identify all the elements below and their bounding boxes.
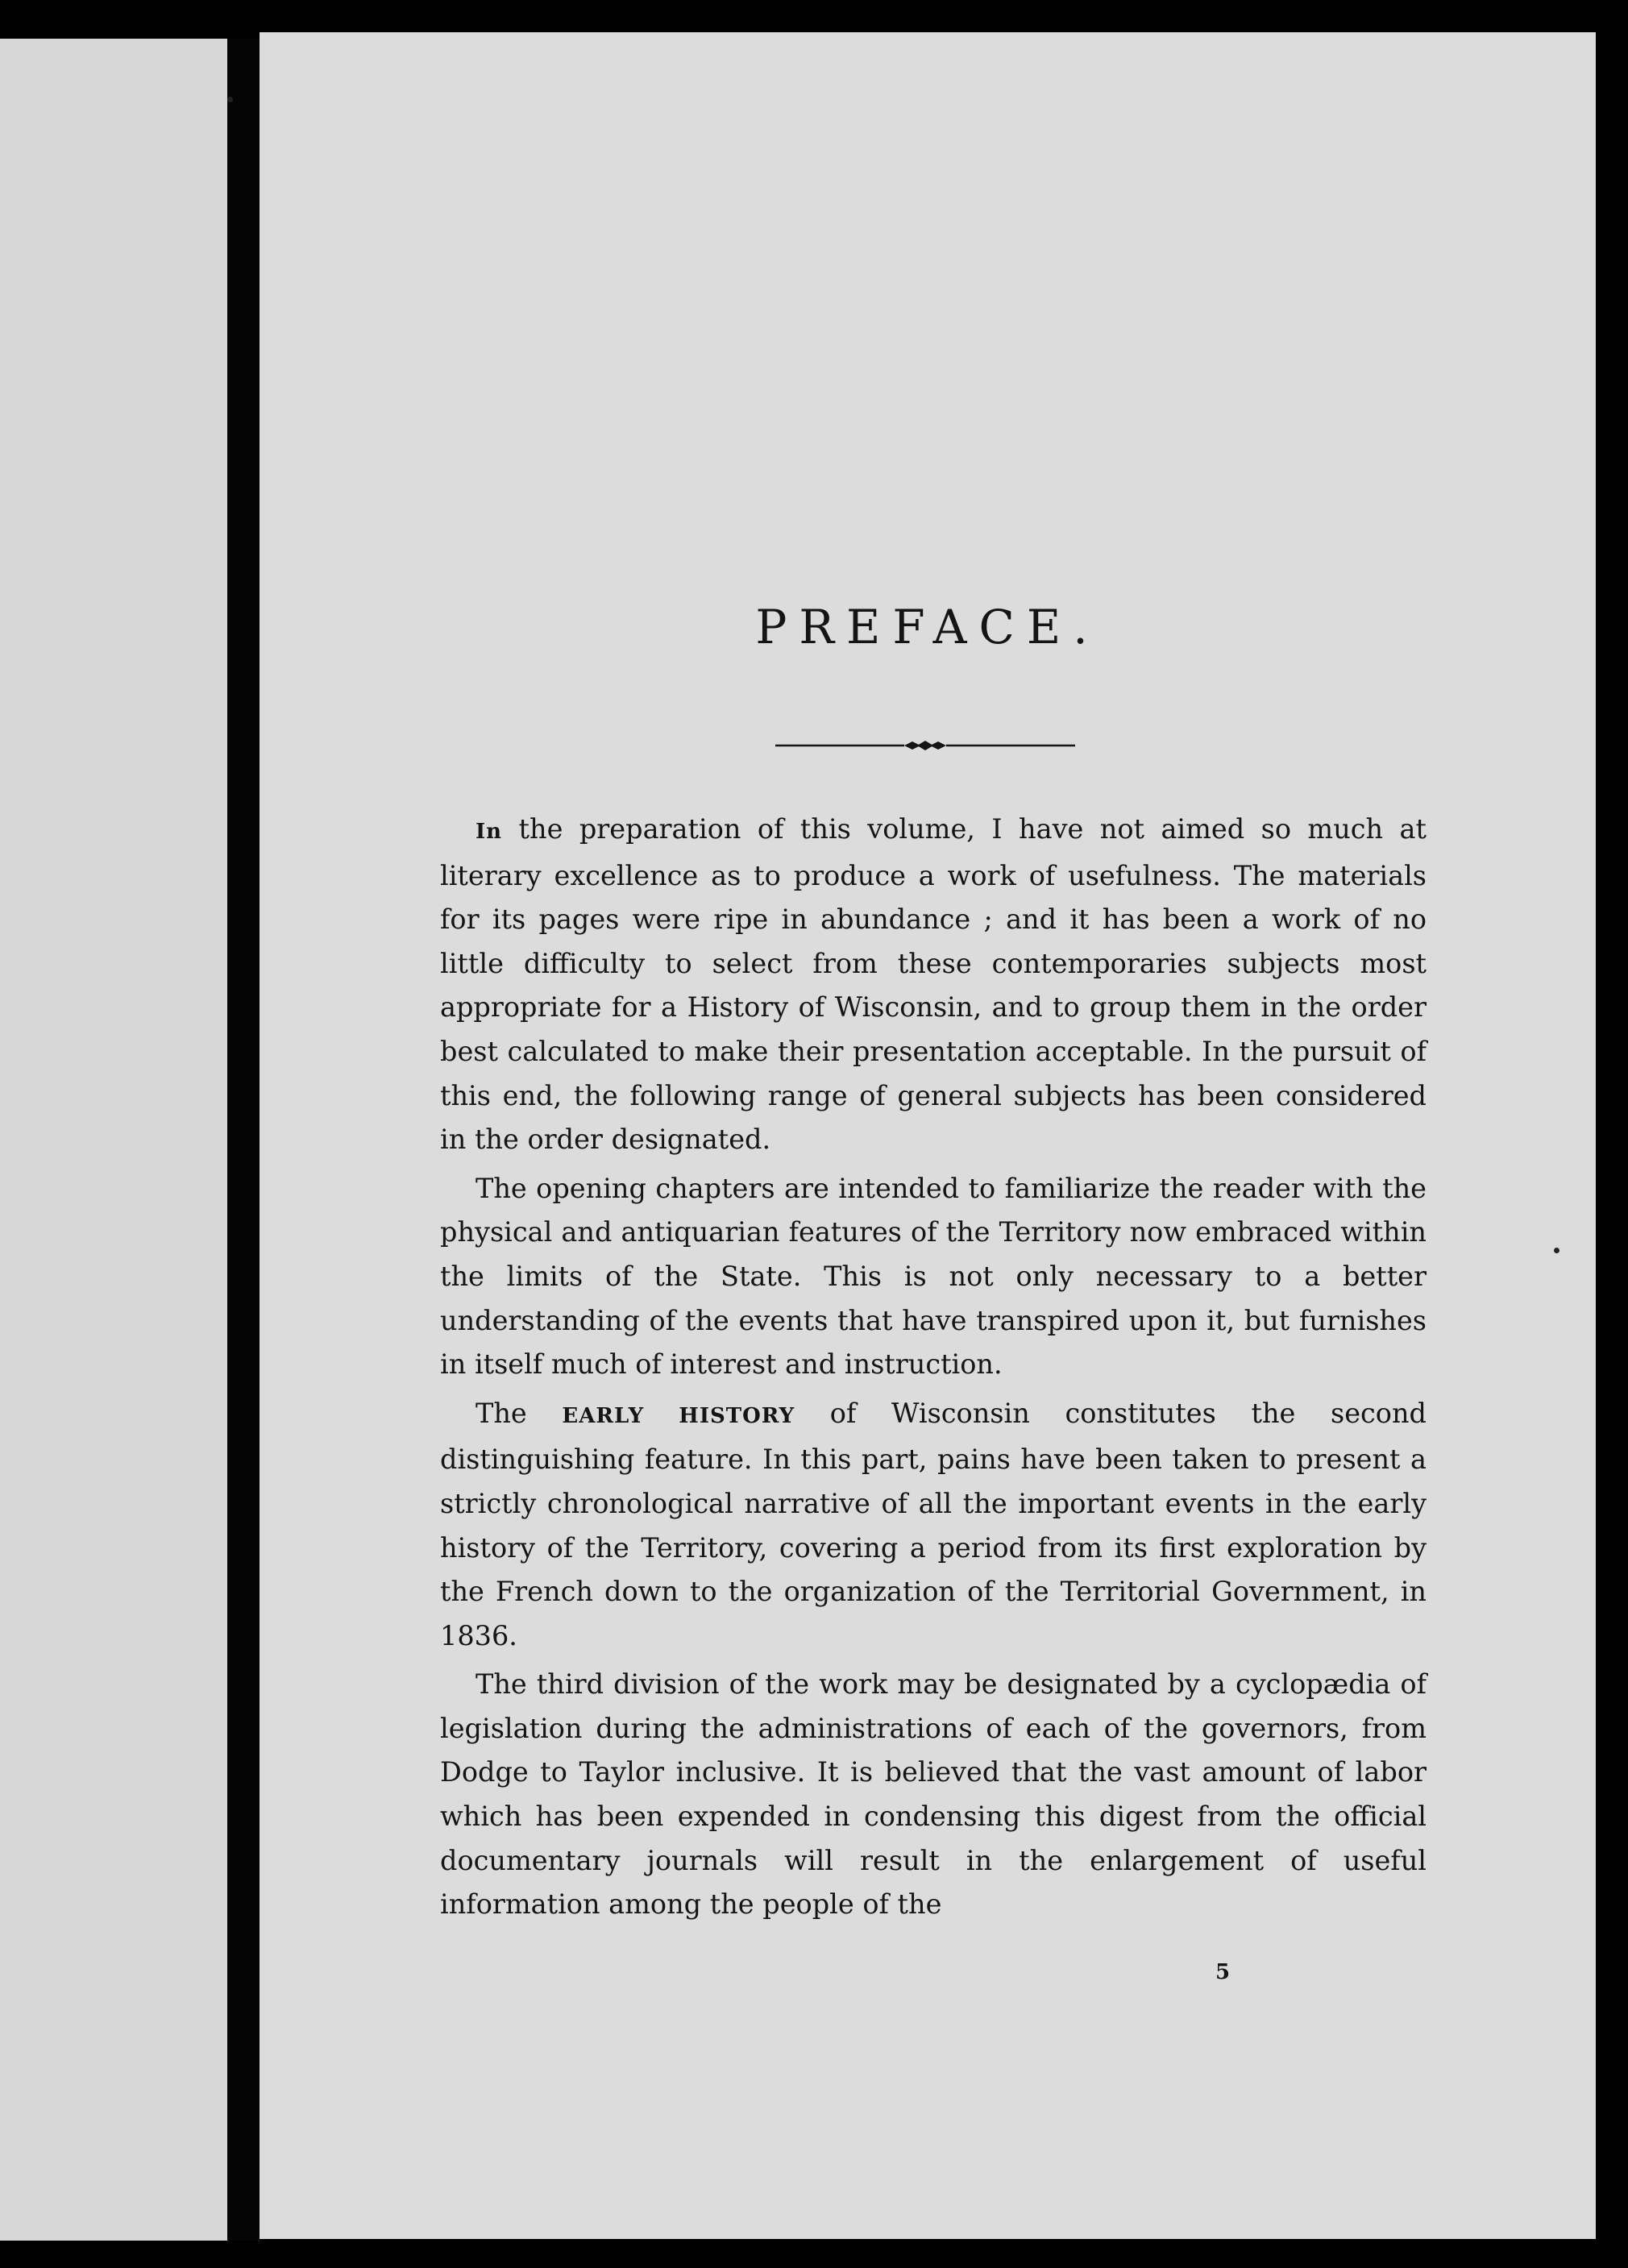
scan-speck [1554, 1248, 1559, 1253]
paragraph-text: The [476, 1397, 563, 1429]
paragraph-text: The third division of the work may be designated by a cyclopædia of legislation during the administrations of each of the governors, from Dodge to Taylor inclusive. It is believed that the vast amount of labor which has been expended in condensing this digest from the official documentary journals will result in the enlargement of useful information among the people of the [440, 1668, 1427, 1921]
book-page [260, 32, 1596, 2239]
paragraph [440, 808, 1427, 1162]
paragraph-text: of Wisconsin constitutes the second distinguishing feature. In this part, pains have been taken to present a strictly chronological narrative of all the important events in the early history of the Territory, covering a period from its first exploration by the French down to the organization of the Territorial Government, in 1836. [440, 1397, 1427, 1651]
paragraph [440, 1392, 1427, 1659]
previous-page-edge [0, 39, 227, 2241]
paragraph-lead-smallcaps: In [476, 820, 503, 844]
paragraph [440, 1663, 1427, 1927]
page-number: 5 [1215, 1960, 1231, 1984]
smallcaps-phrase: EARLY HISTORY [562, 1403, 795, 1428]
paragraph-text: The opening chapters are intended to familiarize the reader with the physical and antiquarian features of the Territory now embraced within the limits of the State. This is not only necessary to a better understanding of the events that have transpired upon it, but furnishes in itself much of interest and instruction. [440, 1172, 1427, 1381]
book-spine [227, 39, 260, 2241]
title-ornament-rule [775, 740, 1075, 751]
paragraph [440, 1167, 1427, 1387]
preface-text [440, 808, 1427, 1932]
scan-speck [227, 97, 233, 102]
page-title: PREFACE. [755, 600, 1100, 654]
paragraph-text: the preparation of this volume, I have not aimed so much at literary excellence as to produce a work of usefulness. The materials for its pages were ripe in abundance ; and it has been a work of no little difficulty to select from these contemporaries subjects most appropriate for a History of Wisconsin, and to group them in the order best calculated to make their presentation acceptable. In the pursuit of this end, the following range of general subjects has been considered in the order designated. [440, 813, 1427, 1156]
